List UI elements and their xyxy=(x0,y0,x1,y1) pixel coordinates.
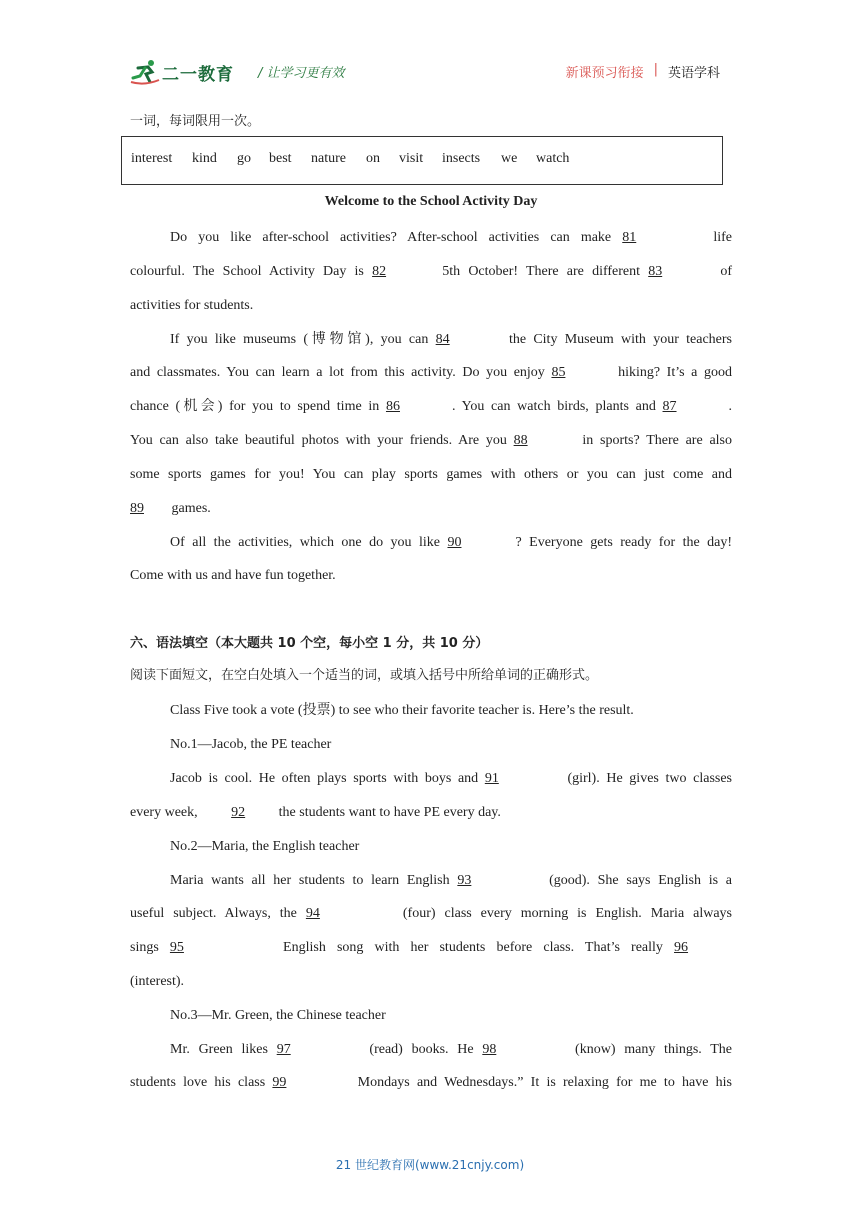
paragraph-line xyxy=(170,871,732,891)
blank-87: 87 xyxy=(662,399,677,414)
runner-logo-icon xyxy=(130,58,160,86)
blank-90: 90 xyxy=(447,535,462,550)
section-heading: 六、语法填空（本大题共 10 个空，每小空 1 分，共 10 分） xyxy=(130,636,489,651)
paragraph-line xyxy=(130,431,732,451)
text: If you like museums (博物馆), you can xyxy=(170,332,429,347)
text: useful subject. Always, the xyxy=(130,906,297,921)
blank-85: 85 xyxy=(551,365,566,380)
text: students love his class xyxy=(130,1075,266,1090)
passage-title: Welcome to the School Activity Day xyxy=(324,194,538,209)
text: Mr. Green likes xyxy=(170,1042,268,1057)
text: the City Museum with your teachers xyxy=(508,332,733,347)
text: (know) many things. The xyxy=(575,1042,733,1057)
paragraph-line xyxy=(170,533,732,553)
subheading: No.1—Jacob, the PE teacher xyxy=(170,737,332,752)
text: (good). She says English is a xyxy=(549,873,733,888)
text: games. xyxy=(171,501,211,516)
word-bank-item: interest xyxy=(131,151,173,166)
page-header xyxy=(130,56,730,88)
text: in sports? There are also xyxy=(582,433,732,448)
blank-98: 98 xyxy=(482,1042,497,1057)
blank-81: 81 xyxy=(622,230,637,245)
word-bank-item: we xyxy=(501,151,518,166)
blank-96: 96 xyxy=(674,940,689,955)
paragraph-line: activities for students. xyxy=(130,298,254,313)
blank-84: 84 xyxy=(435,332,450,347)
blank-88: 88 xyxy=(513,433,528,448)
blank-86: 86 xyxy=(385,399,400,414)
blank-94: 94 xyxy=(305,906,320,921)
word-bank-item: kind xyxy=(192,151,217,166)
text: Jacob is cool. He often plays sports with boys and xyxy=(170,771,479,786)
paragraph-line xyxy=(130,938,732,958)
word-bank-item: nature xyxy=(311,151,346,166)
blank-83: 83 xyxy=(648,264,663,279)
paragraph-line xyxy=(170,330,732,350)
text: English song with her students before class. That’s really xyxy=(283,940,663,955)
text: Mondays and Wednesdays.” It is relaxing for me to have his xyxy=(357,1075,733,1090)
text: every week, xyxy=(130,805,198,820)
paragraph-line xyxy=(130,904,732,924)
paragraph-line xyxy=(170,228,732,248)
word-bank-item: on xyxy=(366,151,380,166)
blank-99: 99 xyxy=(272,1075,287,1090)
paragraph-line: (interest). xyxy=(130,974,185,989)
text: (girl). He gives two classes xyxy=(567,771,733,786)
text: Maria wants all her students to learn English xyxy=(170,873,450,888)
instruction-tail: 一词，每词限用一次。 xyxy=(130,114,261,129)
text: chance (机会) for you to spend time in xyxy=(130,399,380,414)
paragraph-line: Class Five took a vote (投票) to see who their favorite teacher is. Here’s the result. xyxy=(170,703,634,718)
subheading: No.2—Maria, the English teacher xyxy=(170,839,360,854)
text: life xyxy=(713,230,732,245)
blank-95: 95 xyxy=(169,940,184,955)
paragraph-line xyxy=(130,363,732,383)
text: (read) books. He xyxy=(369,1042,474,1057)
word-bank-item: go xyxy=(237,151,251,166)
paragraph-line: some sports games for you! You can play sports games with others or you can just come and xyxy=(130,467,732,482)
logo xyxy=(130,58,234,86)
word-bank xyxy=(121,136,723,185)
paragraph-line xyxy=(170,769,732,789)
paragraph-line xyxy=(130,1073,732,1093)
text: . You can watch birds, plants and xyxy=(451,399,656,414)
paragraph-line xyxy=(130,397,732,417)
word-bank-item: visit xyxy=(399,151,424,166)
text: of xyxy=(720,264,733,279)
header-subject xyxy=(566,62,720,81)
paragraph-line xyxy=(130,262,732,282)
blank-97: 97 xyxy=(276,1042,291,1057)
header-course: 新课预习衔接 xyxy=(565,66,644,81)
word-bank-item: insects xyxy=(442,151,481,166)
text: hiking? It’s a good xyxy=(618,365,733,380)
paragraph-line xyxy=(130,803,732,823)
text: Do you like after-school activities? After-school activities can make xyxy=(170,230,612,245)
blank-82: 82 xyxy=(372,264,387,279)
blank-93: 93 xyxy=(457,873,472,888)
text: the students want to have PE every day. xyxy=(278,805,501,820)
blank-92: 92 xyxy=(231,805,246,820)
text: Of all the activities, which one do you like xyxy=(170,535,440,550)
text: . xyxy=(728,399,733,414)
text: You can also take beautiful photos with your friends. Are you xyxy=(130,433,507,448)
text: sings xyxy=(130,940,159,955)
header-subject-name: 英语学科 xyxy=(667,66,720,81)
blank-91: 91 xyxy=(484,771,499,786)
paragraph-line xyxy=(130,499,732,519)
text: (four) class every morning is English. Maria always xyxy=(402,906,733,921)
text: 5th October! There are different xyxy=(442,264,641,279)
text: colourful. The School Activity Day is xyxy=(130,264,364,279)
paragraph-line xyxy=(170,1040,732,1060)
slogan: / 让学习更有效 xyxy=(258,66,345,81)
logo-text: 二一教育 xyxy=(162,64,234,85)
paragraph-line: Come with us and have fun together. xyxy=(130,568,336,583)
subheading: No.3—Mr. Green, the Chinese teacher xyxy=(170,1008,386,1023)
word-bank-item: best xyxy=(269,151,292,166)
section-instruction: 阅读下面短文，在空白处填入一个适当的词，或填入括号中所给单词的正确形式。 xyxy=(130,668,599,683)
footer-source: 21 世纪教育网(www.21cnjy.com) xyxy=(335,1158,525,1172)
header-separator: | xyxy=(653,62,658,77)
blank-89: 89 xyxy=(130,501,144,516)
word-bank-item: watch xyxy=(536,151,570,166)
text: ? Everyone gets ready for the day! xyxy=(515,535,733,550)
text: and classmates. You can learn a lot from this activity. Do you enjoy xyxy=(130,365,545,380)
